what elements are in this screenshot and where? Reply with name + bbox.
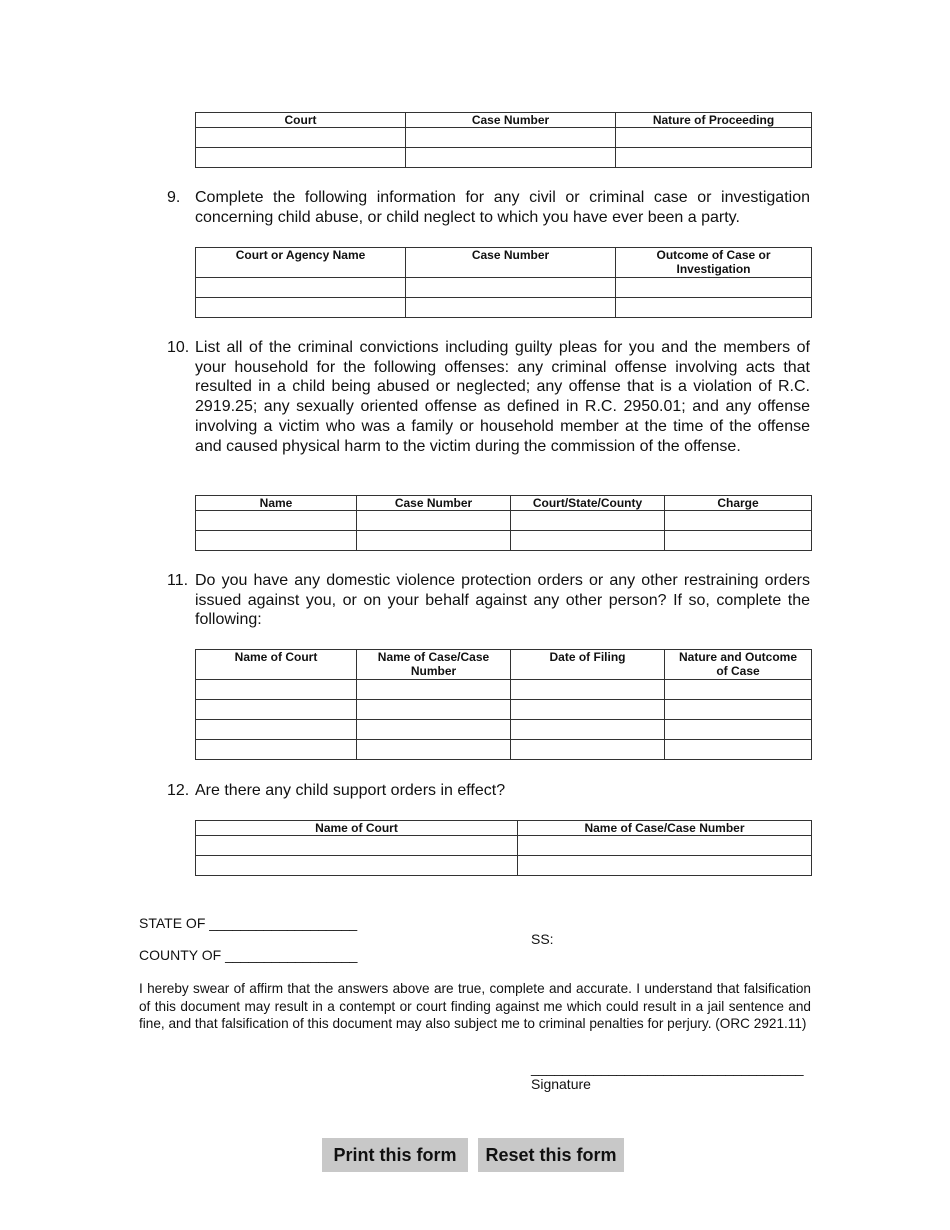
header-nature-of-proceeding: Nature of Proceeding xyxy=(616,113,812,128)
header-name: Name xyxy=(196,496,357,511)
header-court-state-county: Court/State/County xyxy=(511,496,665,511)
table-cell[interactable] xyxy=(196,531,357,551)
court-cases-table xyxy=(195,112,812,168)
reset-form-button[interactable]: Reset this form xyxy=(478,1138,624,1172)
table-cell[interactable] xyxy=(357,700,511,720)
table-row xyxy=(196,128,812,148)
table-row xyxy=(196,278,812,298)
table-cell[interactable] xyxy=(196,128,406,148)
table-cell[interactable] xyxy=(616,298,812,318)
table-header-row xyxy=(196,113,812,128)
header-case-number: Case Number xyxy=(406,248,616,278)
table-header-row xyxy=(196,650,812,680)
signature-line[interactable]: ___________________________________ xyxy=(531,1060,804,1076)
table-row xyxy=(196,531,812,551)
table-cell[interactable] xyxy=(406,278,616,298)
table-cell[interactable] xyxy=(518,856,812,876)
table-row xyxy=(196,680,812,700)
question-number: 11. xyxy=(167,572,189,589)
table-cell[interactable] xyxy=(196,148,406,168)
table-cell[interactable] xyxy=(406,128,616,148)
table-cell[interactable] xyxy=(196,836,518,856)
table-cell[interactable] xyxy=(665,680,812,700)
table-row xyxy=(196,740,812,760)
print-form-button[interactable]: Print this form xyxy=(322,1138,468,1172)
table-row xyxy=(196,511,812,531)
table-cell[interactable] xyxy=(511,511,665,531)
table-cell[interactable] xyxy=(196,680,357,700)
table-cell[interactable] xyxy=(196,511,357,531)
table-header-row xyxy=(196,821,812,836)
table-cell[interactable] xyxy=(511,740,665,760)
header-name-of-court: Name of Court xyxy=(196,821,518,836)
child-abuse-cases-table xyxy=(195,247,812,318)
table-cell[interactable] xyxy=(357,720,511,740)
state-of-line[interactable]: STATE OF ___________________ xyxy=(139,915,358,931)
table-cell[interactable] xyxy=(616,278,812,298)
table-cell[interactable] xyxy=(196,740,357,760)
table-cell[interactable] xyxy=(616,148,812,168)
table-cell[interactable] xyxy=(357,680,511,700)
header-court-or-agency: Court or Agency Name xyxy=(196,248,406,278)
question-10 xyxy=(167,338,812,478)
criminal-convictions-table xyxy=(195,495,812,551)
table-cell[interactable] xyxy=(511,680,665,700)
header-name-of-case: Name of Case/Case Number xyxy=(357,650,511,680)
table-header-row xyxy=(196,248,812,278)
table-row xyxy=(196,720,812,740)
question-9 xyxy=(167,188,812,228)
table-cell[interactable] xyxy=(665,720,812,740)
signature-label: Signature xyxy=(531,1076,591,1092)
table-cell[interactable] xyxy=(665,700,812,720)
table-cell[interactable] xyxy=(511,700,665,720)
table-row xyxy=(196,148,812,168)
table-row xyxy=(196,856,812,876)
question-12 xyxy=(167,781,812,801)
affirmation-text: I hereby swear of affirm that the answers above are true, complete and accurate. I understand that falsification of this document may result in a contempt or court finding against me which could result in a jail sentence and fine, and that falsification of this document may also subject me to criminal penalties for perjury. (ORC 2921.11) xyxy=(139,981,811,1031)
header-date-of-filing: Date of Filing xyxy=(511,650,665,680)
table-cell[interactable] xyxy=(406,148,616,168)
table-row xyxy=(196,836,812,856)
table-cell[interactable] xyxy=(665,740,812,760)
table-cell[interactable] xyxy=(665,511,812,531)
header-outcome: Outcome of Case or Investigation xyxy=(616,248,812,278)
table-cell[interactable] xyxy=(511,720,665,740)
header-case-number: Case Number xyxy=(357,496,511,511)
header-case-number: Case Number xyxy=(406,113,616,128)
header-name-of-court: Name of Court xyxy=(196,650,357,680)
table-cell[interactable] xyxy=(406,298,616,318)
child-support-table xyxy=(195,820,812,876)
county-of-line[interactable]: COUNTY OF _________________ xyxy=(139,947,358,963)
question-text: Are there any child support orders in effect? xyxy=(195,782,506,799)
header-nature-and-outcome: Nature and Outcome of Case xyxy=(665,650,812,680)
table-cell[interactable] xyxy=(665,531,812,551)
table-cell[interactable] xyxy=(616,128,812,148)
question-number: 12. xyxy=(167,782,190,799)
table-cell[interactable] xyxy=(511,531,665,551)
table-cell[interactable] xyxy=(357,511,511,531)
table-cell[interactable] xyxy=(196,856,518,876)
question-text: Do you have any domestic violence protection orders or any other restraining orders issued against you, or on your behalf against any other person? If so, complete the following: xyxy=(195,572,810,629)
table-cell[interactable] xyxy=(357,740,511,760)
header-court: Court xyxy=(196,113,406,128)
table-cell[interactable] xyxy=(196,720,357,740)
table-cell[interactable] xyxy=(196,700,357,720)
header-charge: Charge xyxy=(665,496,812,511)
ss-label: SS: xyxy=(531,931,554,947)
question-text: Complete the following information for any civil or criminal case or investigation concerning child abuse, or child neglect to which you have ever been a party. xyxy=(195,189,810,226)
table-row xyxy=(196,700,812,720)
header-name-of-case: Name of Case/Case Number xyxy=(518,821,812,836)
question-11 xyxy=(167,571,812,631)
table-cell[interactable] xyxy=(196,298,406,318)
table-row xyxy=(196,298,812,318)
protection-orders-table xyxy=(195,649,812,760)
table-cell[interactable] xyxy=(196,278,406,298)
table-cell[interactable] xyxy=(357,531,511,551)
table-header-row xyxy=(196,496,812,511)
question-number: 9. xyxy=(167,189,181,206)
question-number: 10. xyxy=(167,339,190,356)
question-text: List all of the criminal convictions including guilty pleas for you and the members of your household for the following offenses: any criminal offense involving acts that resulted in a child being abused or neglected; any offense that is a violation of R.C. 2919.25; any sexually oriented offense as defined in R.C. 2950.01; and any offense involving a victim who was a family or household member at the time of the offense and caused physical harm to the victim during the commission of the offense. xyxy=(195,339,810,455)
table-cell[interactable] xyxy=(518,836,812,856)
